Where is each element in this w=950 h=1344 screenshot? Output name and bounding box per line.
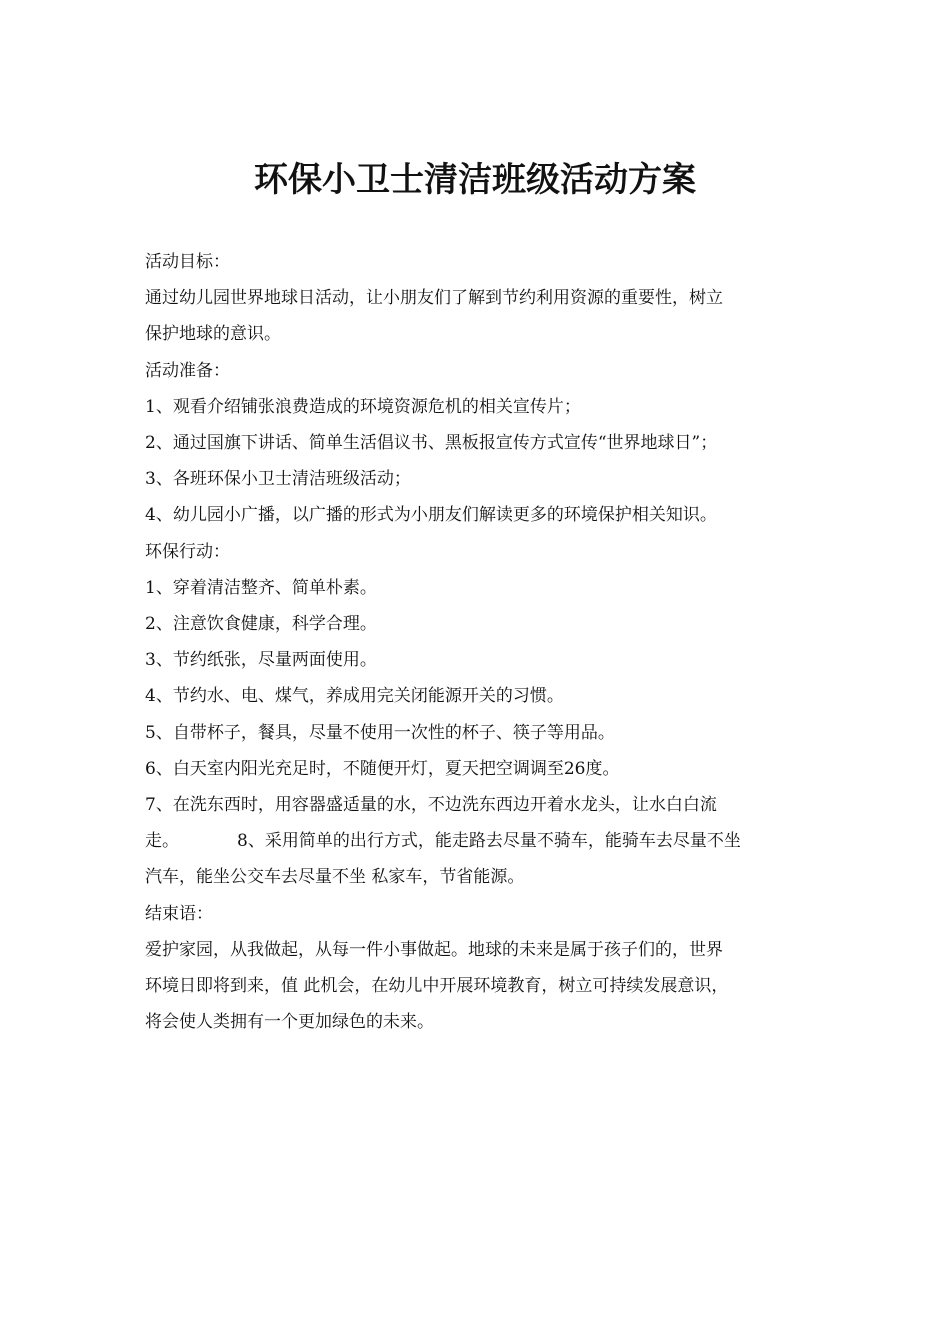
goal-text-line: 保护地球的意识。 xyxy=(145,324,281,345)
action-item: 6、白天室内阳光充足时，不随便开灯，夏天把空调调至26度。 xyxy=(145,758,620,779)
goal-text-line: 通过幼儿园世界地球日活动，让小朋友们了解到节约利用资源的重要性，树立 xyxy=(145,288,723,309)
action-item: 5、自带杯子，餐具，尽量不使用一次性的杯子、筷子等用品。 xyxy=(145,722,615,743)
document-body xyxy=(145,244,810,1040)
goal-heading: 活动目标： xyxy=(145,252,230,272)
action-heading: 环保行动： xyxy=(145,541,230,562)
prep-heading: 活动准备： xyxy=(145,360,230,381)
prep-item: 3、各班环保小卫士清洁班级活动； xyxy=(145,469,411,490)
action-item-continued xyxy=(145,823,810,859)
action-item: 1、穿着清洁整齐、简单朴素。 xyxy=(145,577,377,598)
action-item: 4、节约水、电、煤气，养成用完关闭能源开关的习惯。 xyxy=(145,686,564,707)
closing-text-line: 将会使人类拥有一个更加绿色的未来。 xyxy=(145,1012,434,1033)
action-item: 2、注意饮食健康，科学合理。 xyxy=(145,614,377,635)
document-title: 环保小卫士清洁班级活动方案 xyxy=(254,160,696,200)
prep-item: 2、通过国旗下讲话、简单生活倡议书、黑板报宣传方式宣传“世界地球日”； xyxy=(145,433,718,454)
action-item: 7、在洗东西时，用容器盛适量的水，不边洗东西边开着水龙头，让水白白流 xyxy=(145,795,717,816)
closing-heading: 结束语： xyxy=(145,903,213,924)
prep-item: 4、幼儿园小广播，以广播的形式为小朋友们解读更多的环境保护相关知识。 xyxy=(145,505,717,526)
action-item-continued: 汽车，能坐公交车去尽量不坐 私家车，节省能源。 xyxy=(145,867,525,888)
action-item: 3、节约纸张，尽量两面使用。 xyxy=(145,650,377,671)
prep-item: 1、观看介绍铺张浪费造成的环境资源危机的相关宣传片； xyxy=(145,396,581,417)
closing-text-line: 爱护家园，从我做起，从每一件小事做起。地球的未来是属于孩子们的，世界 xyxy=(145,939,723,960)
closing-text-line: 环境日即将到来，值 此机会，在幼儿中开展环境教育，树立可持续发展意识， xyxy=(145,976,729,997)
action-7-end: 走。 xyxy=(145,831,179,852)
action-8-start: 8、采用简单的出行方式，能走路去尽量不骑车，能骑车去尽量不坐 xyxy=(237,831,741,852)
